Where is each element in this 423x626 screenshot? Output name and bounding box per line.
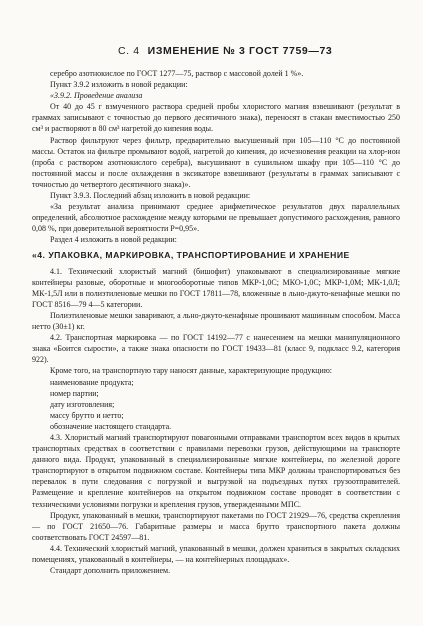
document-body: [32, 68, 400, 576]
page-header: [118, 45, 332, 57]
paragraph: Полиэтиленовые мешки заваривают, а льно-джуто-кенафные прошивают машинным способом. Масса нетто (30±1) кг.: [32, 310, 400, 332]
paragraph: «За результат анализа принимают среднее арифметическое результатов двух параллельных определений, абсолютное расхождение между которыми не превышает допустимого расхождения, равного 0,08 %, при доверительной вероятности Р=0,95».: [32, 202, 400, 234]
paragraph: Пункт 3.9.2 изложить в новой редакции:: [50, 80, 188, 90]
paragraph: Продукт, упакованный в мешки, транспортируют пакетами по ГОСТ 21929—76, средства скрепления — по ГОСТ 21650—76. Габаритные размеры и масса брутто транспортного пакета должны соответствовать ГОСТ 24597—81.: [32, 510, 400, 542]
paragraph: От 40 до 45 г взмученного раствора средней пробы хлористого магния взвешивают (результат в граммах записывают с точностью до первого десятичного знака), переносят в стакан вместимостью 250 см³ и растворяют в 80 см³ нагретой до кипения воды.: [32, 102, 400, 134]
section-heading: «4. УПАКОВКА, МАРКИРОВКА, ТРАНСПОРТИРОВАНИЕ И ХРАНЕНИЕ: [32, 249, 350, 260]
paragraph: серебро азотнокислое по ГОСТ 1277—75, раствор с массовой долей 1 %».: [50, 69, 304, 78]
paragraph: 4.3. Хлористый магний транспортируют повагонными отправками транспортом всех видов в крытых транспортных средствах в соответствии с правилами перевозки грузов, действующими на транспорте данного вида. Продукт, упакованный в специализированные мягкие контейнеры, по железной дороге транспортируют в открытом подвижном составе. Контейнеры типа МКР должны транспортироваться без перевалок в пути следования с погрузкой и выгрузкой на подъездных путях грузоотправителей. Размещение и крепление контейнеров на открытом подвижном составе проводят в соответствии с техническими условиями погрузки и крепления грузов, утвержденными МПС.: [32, 433, 400, 509]
paragraph: 4.2. Транспортная маркировка — по ГОСТ 14192—77 с нанесением на мешки манипуляционного знака «Боится сырости», а также знака опасности по ГОСТ 19433—81 (класс 9, подкласс 9.2, категория 922).: [32, 333, 400, 365]
list-item: номер партии;: [50, 388, 99, 398]
subsection-heading: «3.9.2. Проведение анализа: [50, 91, 143, 101]
marking-list: [32, 377, 400, 432]
paragraph: 4.1. Технический хлористый магний (бишофит) упаковывают в специализированные мягкие контейнеры разовые, оборотные и многооборотные типов МКР-1,0С; МКО-1,0С; МКР-1,0М; МК-1,0Л; МК-1,5Л или в полиэтиленовые мешки по ГОСТ 17811—78, вложенные в льно-джуто-кенафные мешки по ГОСТ 8516—79 4—5 категории.: [32, 266, 400, 309]
paragraph: Раздел 4 изложить в новой редакции:: [50, 235, 177, 245]
list-item: наименование продукта;: [50, 377, 134, 387]
paragraph: Стандарт дополнить приложением.: [50, 566, 171, 576]
list-item: массу брутто и нетто;: [50, 410, 124, 420]
paragraph: 4.4. Технический хлористый магний, упакованный в мешки, должен храниться в закрытых складских помещениях, упакованный в контейнеры, — на контейнерных площадках».: [32, 543, 400, 565]
header-title: ИЗМЕНЕНИЕ № 3 ГОСТ 7759—73: [147, 45, 333, 57]
list-item: дату изготовления;: [50, 399, 115, 409]
paragraph: Раствор фильтруют через фильтр, предварительно высушенный при 105—110 °С до постоянной массы. Остаток на фильтре промывают водой, нагретой до кипения, до исчезновения реакции на хлор-ион (проба с раствором азотнокислого серебра), высушивают в сушильном шкафу при 105—110 °С до постоянной массы и после охлаждения в эксикаторе взвешивают (результаты в граммах записывают с точностью до четвертого десятичного знака)».: [32, 135, 400, 189]
page-number: С. 4: [118, 45, 140, 57]
paragraph: Пункт 3.9.3. Последний абзац изложить в новой редакции:: [50, 191, 251, 201]
list-item: обозначение настоящего стандарта.: [50, 421, 172, 431]
paragraph: Кроме того, на транспортную тару наносят данные, характеризующие продукцию:: [50, 366, 333, 376]
